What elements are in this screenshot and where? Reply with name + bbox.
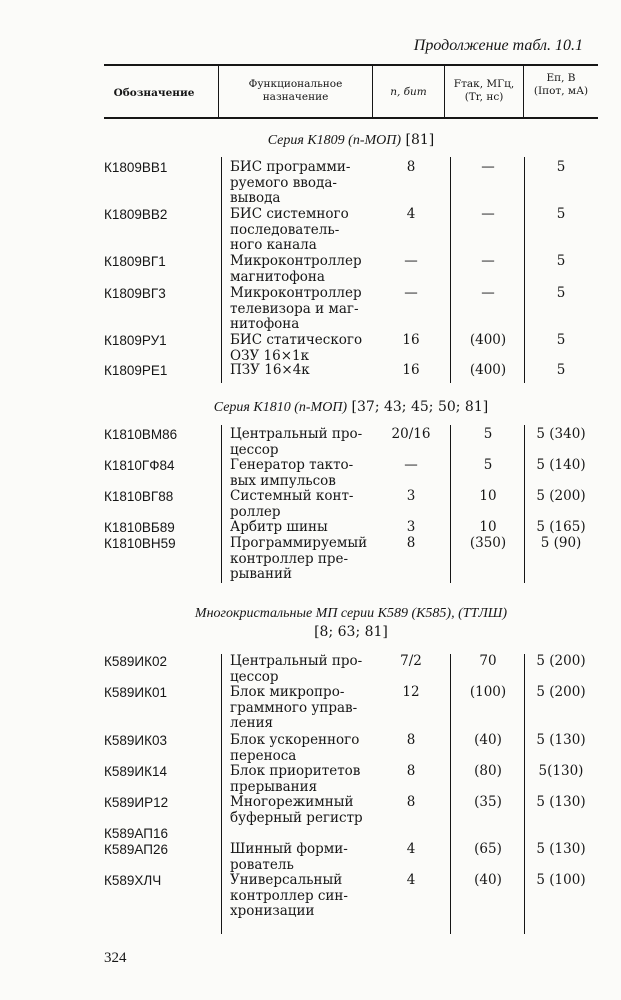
function: Микроконтроллер телевизора и маг- нитофона <box>230 285 362 332</box>
frequency: (80) <box>474 763 502 779</box>
designation: К589ИК01 <box>104 685 167 700</box>
header-designation: Обозначение <box>113 87 195 99</box>
function: Шинный форми- рователь <box>230 841 348 873</box>
bits: 7/2 <box>400 653 422 669</box>
designation: К1809РЕ1 <box>104 363 168 378</box>
section-title: Серия К1810 (n-МОП) [37; 43; 45; 50; 81] <box>213 399 489 415</box>
section-title: Серия К1809 (n-МОП) [81] <box>267 132 435 148</box>
voltage: 5 (340) <box>536 426 586 442</box>
frequency: — <box>481 285 495 301</box>
bits: 16 <box>402 362 420 378</box>
designation: К1810ВБ89 <box>104 520 175 535</box>
bits: 4 <box>406 872 416 888</box>
frequency: — <box>481 253 495 269</box>
frequency: (35) <box>474 794 502 810</box>
column-divider <box>524 157 525 383</box>
designation: К1809ВГ1 <box>104 254 166 269</box>
frequency: (40) <box>474 872 502 888</box>
voltage: 5 <box>556 159 566 175</box>
voltage: 5 <box>556 206 566 222</box>
designation: К589АП26 <box>104 842 168 857</box>
voltage: 5 (165) <box>536 519 586 535</box>
bits: 16 <box>402 332 420 348</box>
designation: К589ИК03 <box>104 733 167 748</box>
header-frequency-line1: Fтак, МГц, <box>453 78 515 90</box>
frequency: 10 <box>479 519 497 535</box>
bits: 8 <box>406 732 416 748</box>
bits: 8 <box>406 535 416 551</box>
frequency: (400) <box>469 332 507 348</box>
frequency: 10 <box>479 488 497 504</box>
designation: К1810ГФ84 <box>104 458 175 473</box>
column-divider <box>221 654 222 934</box>
bits: — <box>404 285 418 301</box>
frequency: — <box>481 159 495 175</box>
frequency: (100) <box>469 684 507 700</box>
frequency: (350) <box>469 535 507 551</box>
bits: 12 <box>402 684 420 700</box>
function: Программируемый контроллер пре- рываний <box>230 535 368 582</box>
voltage: 5 <box>556 362 566 378</box>
function: Арбитр шины <box>230 519 328 535</box>
column-divider <box>221 425 222 583</box>
function: БИС статического ОЗУ 16×1к <box>230 332 363 364</box>
voltage: 5 (90) <box>540 535 582 551</box>
bits: 4 <box>406 841 416 857</box>
function: Генератор такто- вых импульсов <box>230 457 354 489</box>
column-divider <box>450 425 451 583</box>
header-function <box>219 78 372 104</box>
function: Центральный про- цессор <box>230 653 363 685</box>
function: Многорежимный буферный регистр <box>230 794 363 826</box>
bits: 3 <box>406 519 416 535</box>
bits: 20/16 <box>391 426 431 442</box>
function: Микроконтроллер магнитофона <box>230 253 362 285</box>
column-divider <box>450 157 451 383</box>
designation: К1810ВГ88 <box>104 489 174 504</box>
designation: К1809ВВ2 <box>104 207 168 222</box>
voltage: 5 (200) <box>536 684 586 700</box>
voltage: 5 <box>556 285 566 301</box>
header-function-line1: Функциональное <box>248 78 343 90</box>
frequency: 5 <box>483 457 493 473</box>
frequency: (40) <box>474 732 502 748</box>
function: ПЗУ 16×4к <box>230 362 310 378</box>
designation: К1809ВВ1 <box>104 160 168 175</box>
function: БИС системного последователь- ного канала <box>230 206 349 253</box>
designation: К589ХЛЧ <box>104 873 162 888</box>
bits: — <box>404 253 418 269</box>
voltage: 5 (140) <box>536 457 586 473</box>
designation: К1809ВГ3 <box>104 286 166 301</box>
designation: К1809РУ1 <box>104 333 167 348</box>
designation: К589АП16 <box>104 826 168 841</box>
bits: 8 <box>406 794 416 810</box>
voltage: 5(130) <box>538 763 584 779</box>
header-voltage-line1: Eп, В <box>546 72 576 84</box>
bits: 4 <box>406 206 416 222</box>
header-frequency <box>445 78 523 104</box>
column-divider <box>450 654 451 934</box>
designation: К1810ВМ86 <box>104 427 178 442</box>
designation: К589ИР12 <box>104 795 169 810</box>
header-bits: n, бит <box>390 86 427 98</box>
voltage: 5 (100) <box>536 872 586 888</box>
header-frequency-line2: (Tr, нс) <box>464 91 504 103</box>
voltage: 5 (130) <box>536 732 586 748</box>
voltage: 5 (130) <box>536 841 586 857</box>
column-divider <box>221 157 222 383</box>
header-voltage-line2: (Iпот, мА) <box>533 85 589 97</box>
voltage: 5 (200) <box>536 653 586 669</box>
function: Блок микропро- граммного управ- ления <box>230 684 358 731</box>
header-function-line2: назначение <box>262 91 329 103</box>
voltage: 5 (130) <box>536 794 586 810</box>
designation: К589ИК14 <box>104 764 167 779</box>
function: Системный конт- роллер <box>230 488 354 520</box>
function: Блок ускоренного переноса <box>230 732 360 764</box>
bits: — <box>404 457 418 473</box>
frequency: (65) <box>474 841 502 857</box>
bits: 8 <box>406 763 416 779</box>
function: Центральный про- цессор <box>230 426 363 458</box>
function: Блок приоритетов прерывания <box>230 763 361 795</box>
bits: 8 <box>406 159 416 175</box>
voltage: 5 <box>556 253 566 269</box>
bits: 3 <box>406 488 416 504</box>
frequency: (400) <box>469 362 507 378</box>
page-number: 324 <box>104 950 127 966</box>
function: БИС программи- руемого ввода- вывода <box>230 159 351 206</box>
frequency: — <box>481 206 495 222</box>
voltage: 5 (200) <box>536 488 586 504</box>
voltage: 5 <box>556 332 566 348</box>
frequency: 70 <box>479 653 497 669</box>
function: Универсальный контроллер син- хронизации <box>230 872 348 919</box>
header-bottom-rule <box>104 117 598 119</box>
designation: К589ИК02 <box>104 654 167 669</box>
designation: К1810ВН59 <box>104 536 176 551</box>
table-continuation-title: Продолжение табл. 10.1 <box>413 37 583 54</box>
frequency: 5 <box>483 426 493 442</box>
header-voltage <box>524 72 598 98</box>
section-title: Многокристальные МП серии К589 (К585), (ТТЛШ) [8; 63; 81] <box>194 606 508 640</box>
